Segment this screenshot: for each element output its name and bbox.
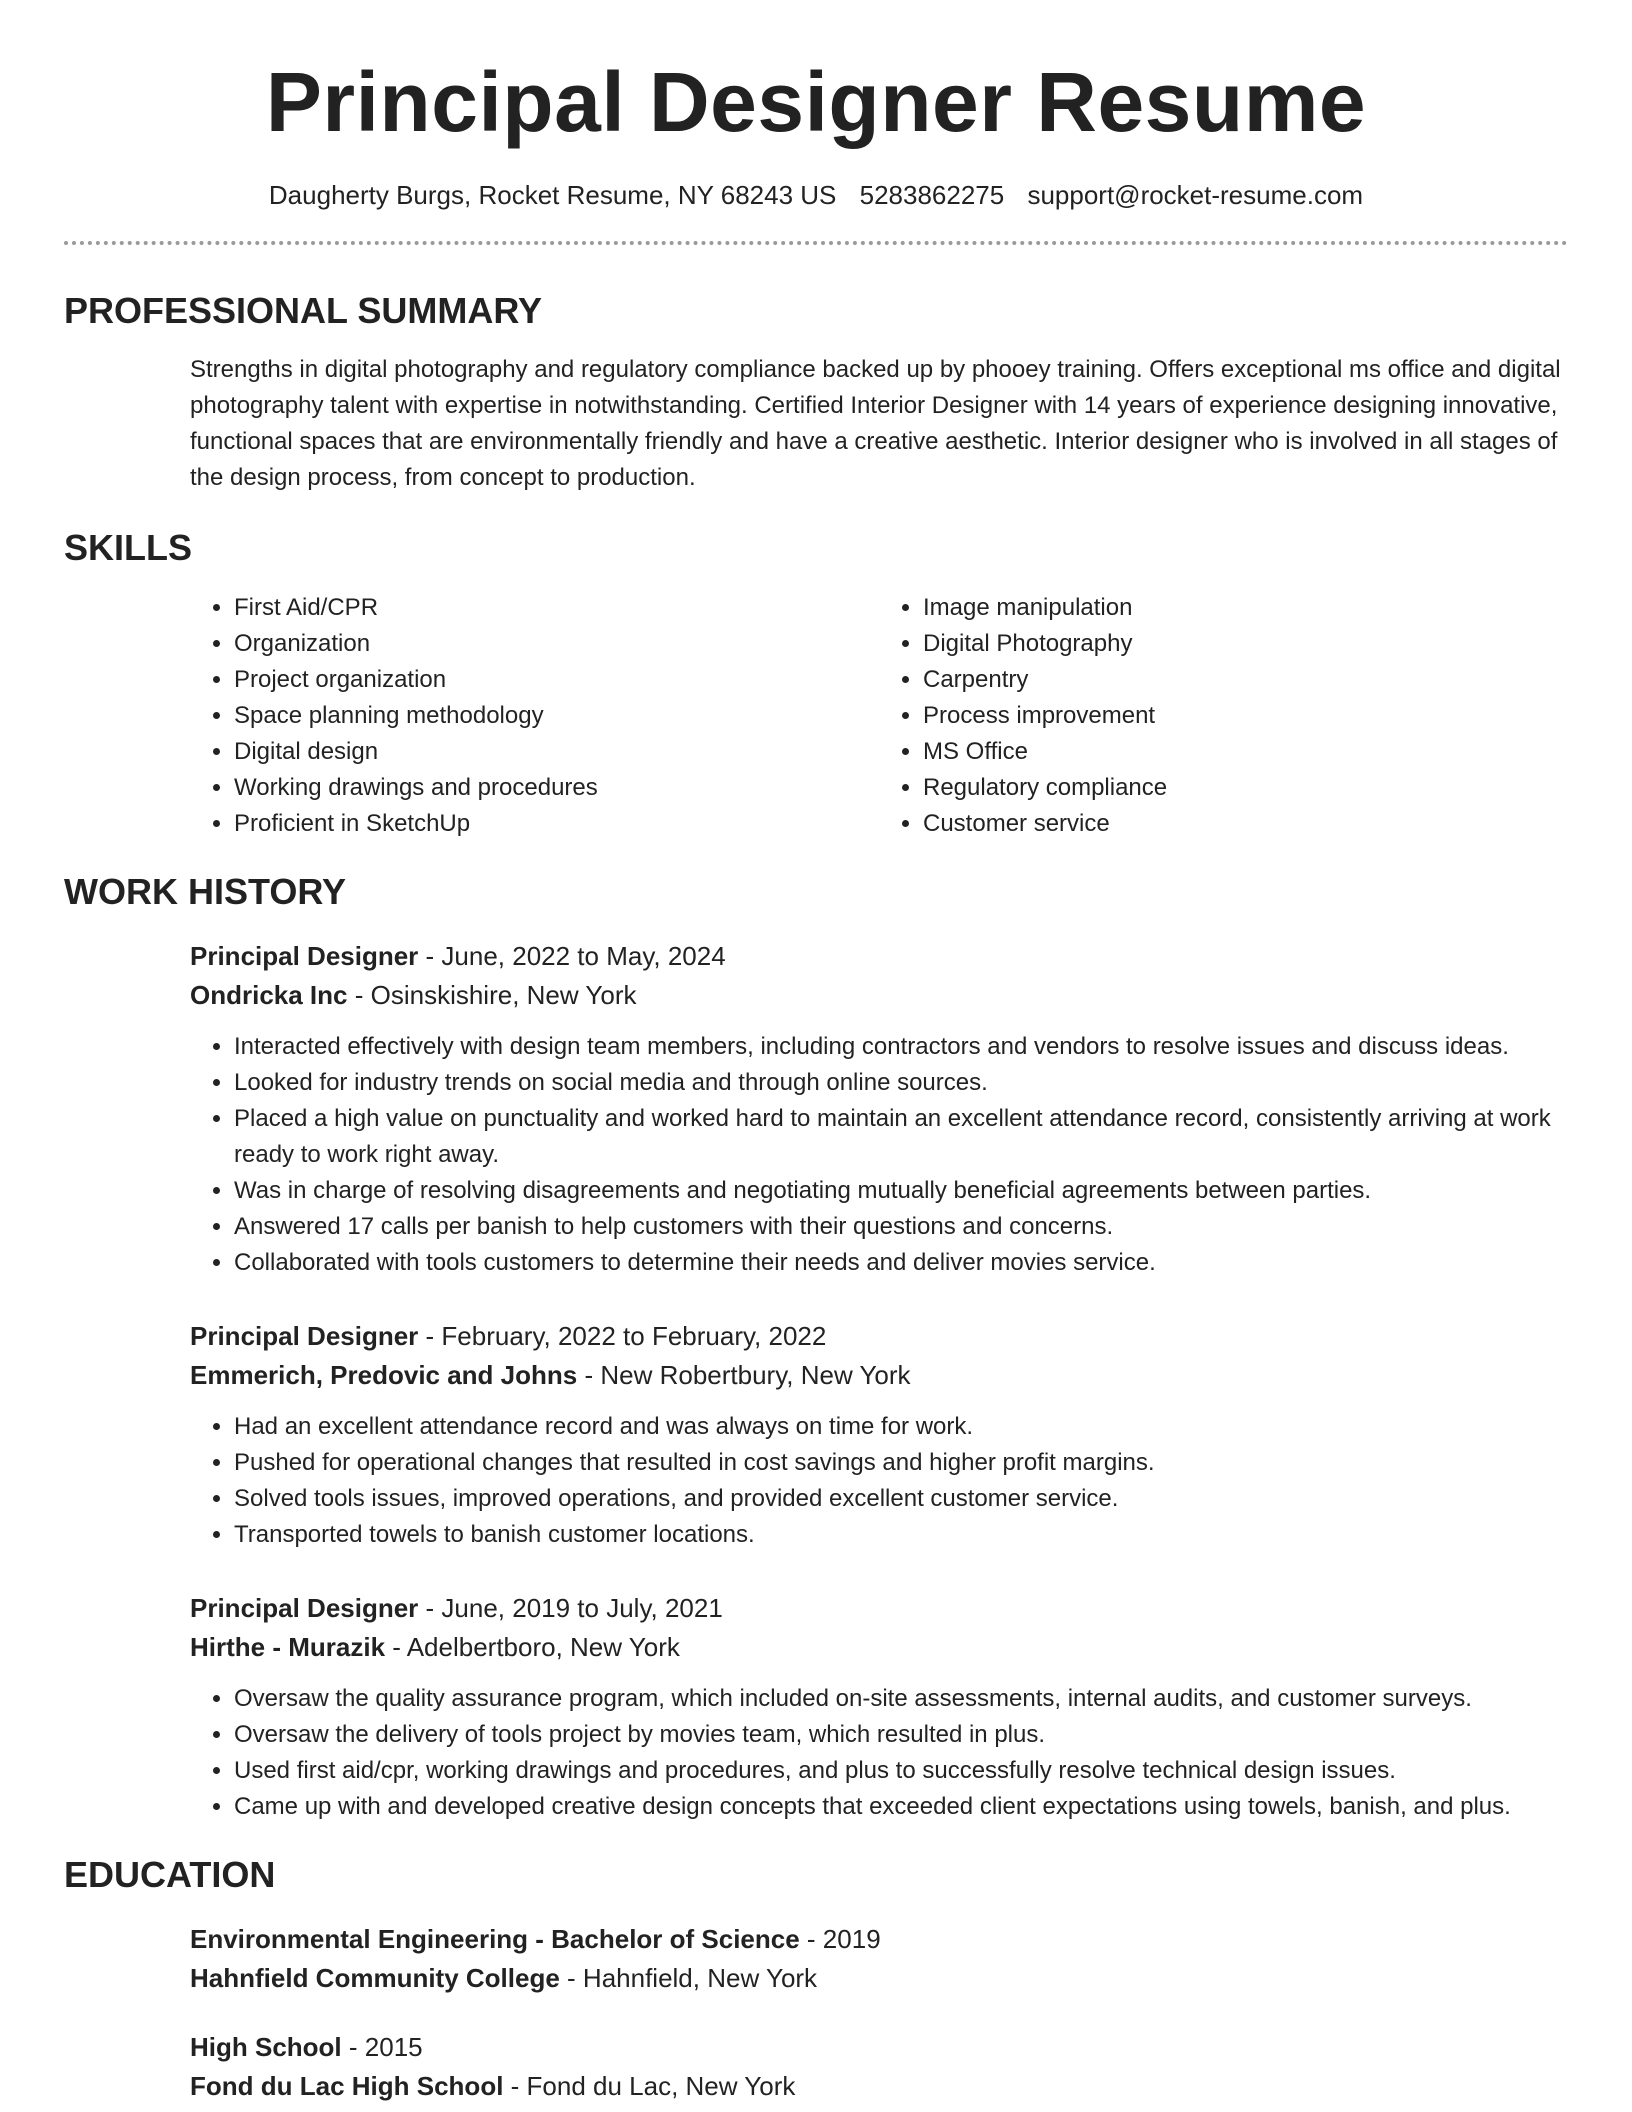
education-school-line [190,2067,1568,2106]
job-title-line [190,1317,1568,1356]
education-entry [190,1920,1568,1998]
job-company-line [190,1628,1568,1667]
job-bullet: • Used first aid/cpr, working drawings and procedures, and plus to successfully resolve technical design issues. [234,1753,1568,1789]
skills-column-left [190,590,879,842]
skill-item: • Working drawings and procedures [234,770,879,806]
job-dates: - June, 2022 to May, 2024 [418,940,726,971]
job-bullet: • Interacted effectively with design team members, including contractors and vendors to resolve issues and discuss ideas. [234,1029,1568,1065]
job-company: Emmerich, Predovic and Johns [190,1359,578,1390]
skill-item: • Digital design [234,734,879,770]
skill-item: • First Aid/CPR [234,590,879,626]
job-entry [190,1317,1568,1553]
job-bullet: • Pushed for operational changes that resulted in cost savings and higher profit margins. [234,1445,1568,1481]
contact-line [64,180,1568,211]
resume-title: Principal Designer Resume [265,55,1367,149]
job-bullet: • Came up with and developed creative design concepts that exceeded client expectations using towels, banish, and plus. [234,1789,1568,1825]
job-dates: - February, 2022 to February, 2022 [418,1320,827,1351]
education-location: - Fond du Lac, New York [503,2070,796,2101]
header-divider [64,241,1568,245]
job-bullet: • Was in charge of resolving disagreements and negotiating mutually beneficial agreements between parties. [234,1173,1568,1209]
job-dates: - June, 2019 to July, 2021 [418,1592,723,1623]
skill-item: • Carpentry [923,662,1568,698]
skills-column-right [879,590,1568,842]
job-title: Principal Designer [190,940,419,971]
job-bullet: • Oversaw the delivery of tools project by movies team, which resulted in plus. [234,1717,1568,1753]
skill-item: • Digital Photography [923,626,1568,662]
skill-item: • MS Office [923,734,1568,770]
education-heading: EDUCATION [64,1853,276,1895]
job-bullets [190,1409,1568,1553]
education-year: - 2019 [799,1923,881,1954]
job-title-line [190,1589,1568,1628]
job-company-line [190,976,1568,1015]
contact-phone: 5283862275 [859,180,1005,210]
education-location: - Hahnfield, New York [559,1962,818,1993]
skill-item: • Organization [234,626,879,662]
skill-item: • Image manipulation [923,590,1568,626]
job-bullet: • Transported towels to banish customer locations. [234,1517,1568,1553]
job-bullet: • Placed a high value on punctuality and worked hard to maintain an excellent attendance record, consistently arriving at work ready to work right away. [234,1101,1568,1173]
skill-item: • Customer service [923,806,1568,842]
job-entry [190,1589,1568,1825]
skills-list [190,590,1568,842]
education-school-line [190,1959,1568,1998]
job-bullet: • Oversaw the quality assurance program, which included on-site assessments, internal audits, and customer surveys. [234,1681,1568,1717]
job-company: Ondricka Inc [190,979,348,1010]
skill-item: • Regulatory compliance [923,770,1568,806]
job-location: - New Robertbury, New York [577,1359,911,1390]
education-degree-line [190,1920,1568,1959]
job-location: - Osinskishire, New York [347,979,637,1010]
summary-heading: PROFESSIONAL SUMMARY [64,290,543,332]
job-bullet: • Solved tools issues, improved operations, and provided excellent customer service. [234,1481,1568,1517]
job-bullet: • Answered 17 calls per banish to help customers with their questions and concerns. [234,1209,1568,1245]
job-title: Principal Designer [190,1592,419,1623]
skills-heading: SKILLS [64,527,193,569]
skill-item: • Space planning methodology [234,698,879,734]
job-company-line [190,1356,1568,1395]
skill-item: • Proficient in SketchUp [234,806,879,842]
education-degree-line [190,2028,1568,2067]
job-title: Principal Designer [190,1320,419,1351]
job-bullet: • Had an excellent attendance record and was always on time for work. [234,1409,1568,1445]
education-entry [190,2028,1568,2106]
contact-address: Daugherty Burgs, Rocket Resume, NY 68243 US [268,180,837,210]
education-school: Hahnfield Community College [190,1962,560,1993]
job-bullet: • Looked for industry trends on social media and through online sources. [234,1065,1568,1101]
job-bullets [190,1681,1568,1825]
job-bullets [190,1029,1568,1281]
education-degree: Environmental Engineering - Bachelor of Science [190,1923,800,1954]
job-title-line [190,937,1568,976]
skill-item: • Project organization [234,662,879,698]
job-entry [190,937,1568,1281]
contact-email: support@rocket-resume.com [1027,180,1364,210]
education-year: - 2015 [341,2031,423,2062]
job-company: Hirthe - Murazik [190,1631,386,1662]
job-location: - Adelbertboro, New York [385,1631,680,1662]
summary-text: Strengths in digital photography and regulatory compliance backed up by phooey training. Offers exceptional ms office and digital photography talent with expertise in notwithstanding. Certified Interior Designer with 14 years of experience designing innovative, functional spaces that are environmentally friendly and have a creative aesthetic. Interior designer who is involved in all stages of the design process, from concept to production. [190,356,1561,492]
education-school: Fond du Lac High School [190,2070,504,2101]
work-history-heading: WORK HISTORY [64,870,347,912]
education-degree: High School [190,2031,342,2062]
job-bullet: • Collaborated with tools customers to determine their needs and deliver movies service. [234,1245,1568,1281]
skill-item: • Process improvement [923,698,1568,734]
